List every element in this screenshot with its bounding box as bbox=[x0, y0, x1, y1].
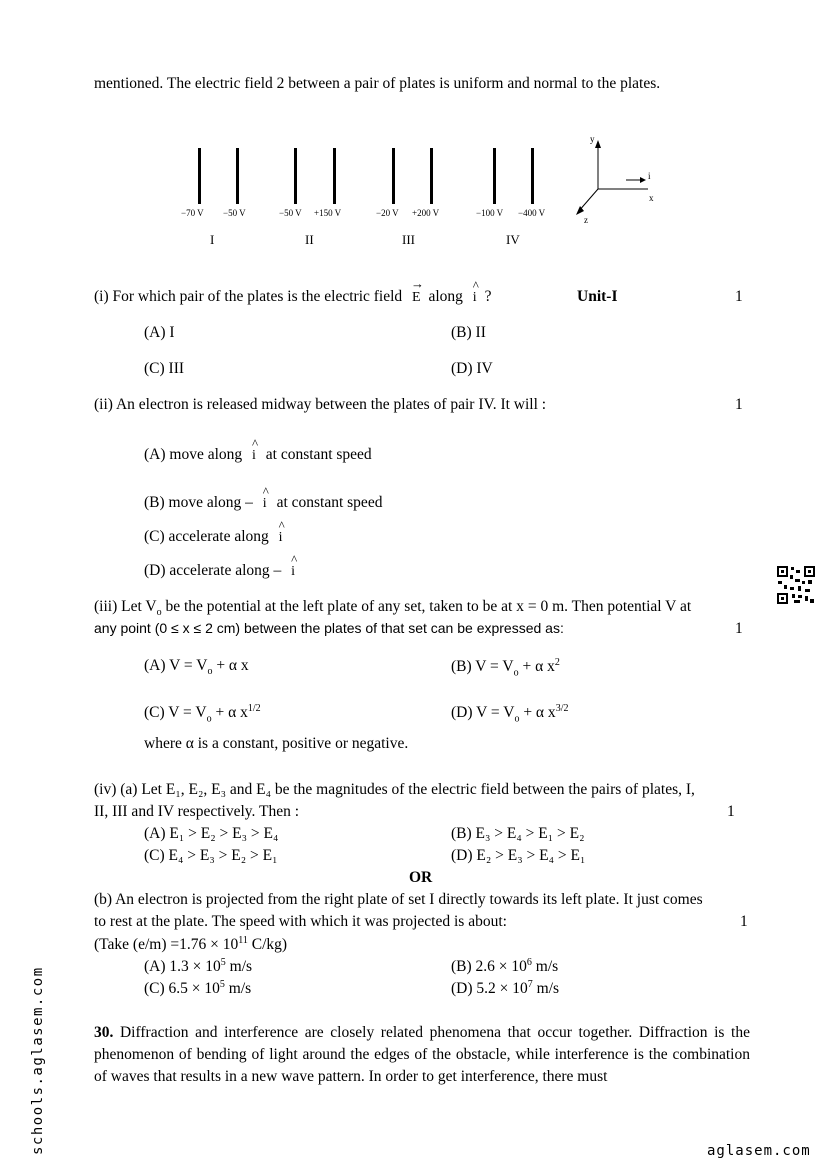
plate bbox=[294, 148, 297, 204]
plate bbox=[198, 148, 201, 204]
question-mark: ? bbox=[484, 288, 492, 305]
option-c bbox=[144, 528, 289, 546]
set-label: IV bbox=[506, 232, 520, 247]
voltage-label: −100 V bbox=[476, 208, 504, 218]
option-b bbox=[451, 957, 558, 976]
plate bbox=[236, 148, 239, 204]
subscript: o bbox=[207, 666, 213, 678]
i-arrowhead bbox=[640, 177, 646, 183]
option-text: + α x bbox=[212, 657, 249, 674]
axes-diagram bbox=[568, 134, 668, 230]
unit-vector-i: ^ i bbox=[263, 496, 267, 512]
option-a bbox=[144, 446, 372, 464]
i-label: i bbox=[648, 171, 651, 181]
option-b bbox=[144, 494, 382, 512]
option-c bbox=[144, 703, 261, 724]
unit-label: Unit-I bbox=[577, 288, 618, 305]
question-text: be the potential at the left plate of any set, taken to be at x = 0 m. Then potential V at bbox=[161, 598, 692, 615]
marks: 1 bbox=[727, 803, 735, 820]
voltage-label: −50 V bbox=[279, 208, 302, 218]
marks: 1 bbox=[735, 288, 743, 305]
question-iii-line2: any point (0 ≤ x ≤ 2 cm) between the plates of that set can be expressed as: bbox=[94, 620, 564, 636]
voltage-label: −70 V bbox=[181, 208, 204, 218]
option-c bbox=[144, 979, 251, 998]
question-text: (iii) Let V bbox=[94, 598, 157, 615]
question-iv-line2: II, III and IV respectively. Then : bbox=[94, 803, 300, 820]
marks: 1 bbox=[735, 620, 743, 637]
marks: 1 bbox=[740, 913, 748, 930]
unit-vector-i: ^ i bbox=[279, 530, 283, 546]
unit-vector-i: ^ i bbox=[291, 564, 295, 580]
option-text: (B) V = V bbox=[451, 658, 514, 676]
plate bbox=[531, 148, 534, 204]
option-text: (D) accelerate along – bbox=[144, 562, 282, 579]
option-text: at constant speed bbox=[265, 446, 372, 463]
option-text: at constant speed bbox=[276, 494, 383, 511]
question-ii-stem: (ii) An electron is released midway between the plates of pair IV. It will : bbox=[94, 396, 547, 413]
unit-vector-i: ^ i bbox=[252, 448, 256, 464]
option-c: (C) E₄ > E₃ > E₂ > E₁ bbox=[144, 847, 278, 864]
question-iv-stem: (iv) (a) Let E₁, E₂, E₃ and E₄ be the magnitudes of the electric field between the pairs of plates, I, bbox=[94, 781, 695, 798]
question-ivb-line2: to rest at the plate. The speed with which it was projected is about: bbox=[94, 913, 507, 930]
superscript: 5 bbox=[219, 979, 225, 990]
option-d bbox=[144, 562, 301, 580]
y-arrowhead bbox=[595, 140, 601, 148]
option-text: m/s bbox=[532, 980, 560, 998]
option-text: m/s bbox=[224, 980, 252, 998]
superscript: 3/2 bbox=[555, 703, 569, 714]
option-b: (B) E₃ > E₄ > E₁ > E₂ bbox=[451, 825, 585, 842]
option-text: (D) 5.2 × 10 bbox=[451, 980, 528, 998]
question-text: (i) For which pair of the plates is the electric field bbox=[94, 288, 403, 305]
voltage-label: −400 V bbox=[518, 208, 546, 218]
subscript: o bbox=[513, 667, 519, 679]
option-text: (B) move along – bbox=[144, 494, 253, 511]
subscript: o bbox=[206, 713, 212, 725]
option-a bbox=[144, 657, 249, 677]
x-label: x bbox=[649, 193, 654, 203]
option-d: (D) E₂ > E₃ > E₄ > E₁ bbox=[451, 847, 586, 864]
superscript: 6 bbox=[526, 957, 532, 968]
subscript: o bbox=[514, 713, 520, 725]
question-text: Diffraction and interference are closely related phenomena that occur together. Diffraction is the phenomenon of bending of light around the edges of the obstacle, while interference is the combination of waves that results in a new wave pattern. In order to get interference, there must bbox=[94, 1024, 750, 1085]
plate bbox=[430, 148, 433, 204]
take-text: C/kg) bbox=[247, 936, 288, 954]
z-label: z bbox=[584, 215, 588, 225]
option-a: (A) I bbox=[144, 324, 175, 341]
intro-text: mentioned. The electric field 2 between a pair of plates is uniform and normal to the plates. bbox=[94, 75, 661, 92]
question-iii-stem bbox=[94, 598, 691, 618]
option-text: (A) 1.3 × 10 bbox=[144, 958, 221, 976]
question-ivb-stem: (b) An electron is projected from the right plate of set I directly towards its left plate. It just comes bbox=[94, 891, 703, 908]
along-text: along bbox=[428, 288, 463, 305]
option-text: (A) move along bbox=[144, 446, 243, 463]
z-arrowhead bbox=[576, 206, 584, 215]
option-text: (A) V = V bbox=[144, 657, 208, 674]
superscript: 5 bbox=[220, 957, 226, 968]
take-text: (Take (e/m) =1.76 × 10 bbox=[94, 936, 239, 954]
footer-watermark: aglasem.com bbox=[707, 1143, 811, 1159]
option-a: (A) E₁ > E₂ > E₃ > E₄ bbox=[144, 825, 279, 842]
voltage-label: −20 V bbox=[376, 208, 399, 218]
option-a bbox=[144, 957, 252, 976]
option-text: + α x bbox=[519, 704, 556, 722]
unit-vector-i: ^ i bbox=[473, 290, 477, 306]
subscript: o bbox=[156, 607, 162, 619]
option-text: + α x bbox=[211, 704, 248, 722]
option-text: (C) V = V bbox=[144, 704, 207, 722]
set-label: II bbox=[305, 232, 314, 247]
option-text: (C) accelerate along bbox=[144, 528, 269, 545]
option-text: + α x bbox=[518, 658, 555, 676]
question-number: 30. bbox=[94, 1024, 114, 1041]
qr-code bbox=[776, 565, 816, 605]
or-separator: OR bbox=[409, 869, 433, 886]
option-d bbox=[451, 979, 559, 998]
vector-e: → E bbox=[412, 290, 421, 306]
take-note bbox=[94, 935, 287, 954]
option-b bbox=[451, 657, 560, 678]
superscript: 2 bbox=[554, 657, 560, 668]
option-d bbox=[451, 703, 568, 724]
plate bbox=[392, 148, 395, 204]
voltage-label: −50 V bbox=[223, 208, 246, 218]
superscript: 1/2 bbox=[247, 703, 261, 714]
option-text: (D) V = V bbox=[451, 704, 515, 722]
option-d: (D) IV bbox=[451, 360, 493, 377]
y-label: y bbox=[590, 134, 595, 144]
marks: 1 bbox=[735, 396, 743, 413]
question-i-stem bbox=[94, 288, 491, 306]
voltage-label: +200 V bbox=[412, 208, 440, 218]
set-label: I bbox=[210, 232, 215, 247]
side-watermark: schools.aglasem.com bbox=[30, 966, 46, 1155]
option-text: m/s bbox=[225, 958, 253, 976]
plate bbox=[333, 148, 336, 204]
plate bbox=[493, 148, 496, 204]
question-30 bbox=[94, 1022, 750, 1088]
option-text: m/s bbox=[531, 958, 559, 976]
set-label: III bbox=[402, 232, 415, 247]
superscript: 11 bbox=[238, 935, 248, 946]
superscript: 7 bbox=[527, 979, 533, 990]
option-b: (B) II bbox=[451, 324, 486, 341]
constant-note: where α is a constant, positive or negative. bbox=[144, 735, 409, 752]
option-text: (B) 2.6 × 10 bbox=[451, 958, 527, 976]
voltage-label: +150 V bbox=[314, 208, 342, 218]
option-text: (C) 6.5 × 10 bbox=[144, 980, 220, 998]
option-c: (C) III bbox=[144, 360, 185, 377]
